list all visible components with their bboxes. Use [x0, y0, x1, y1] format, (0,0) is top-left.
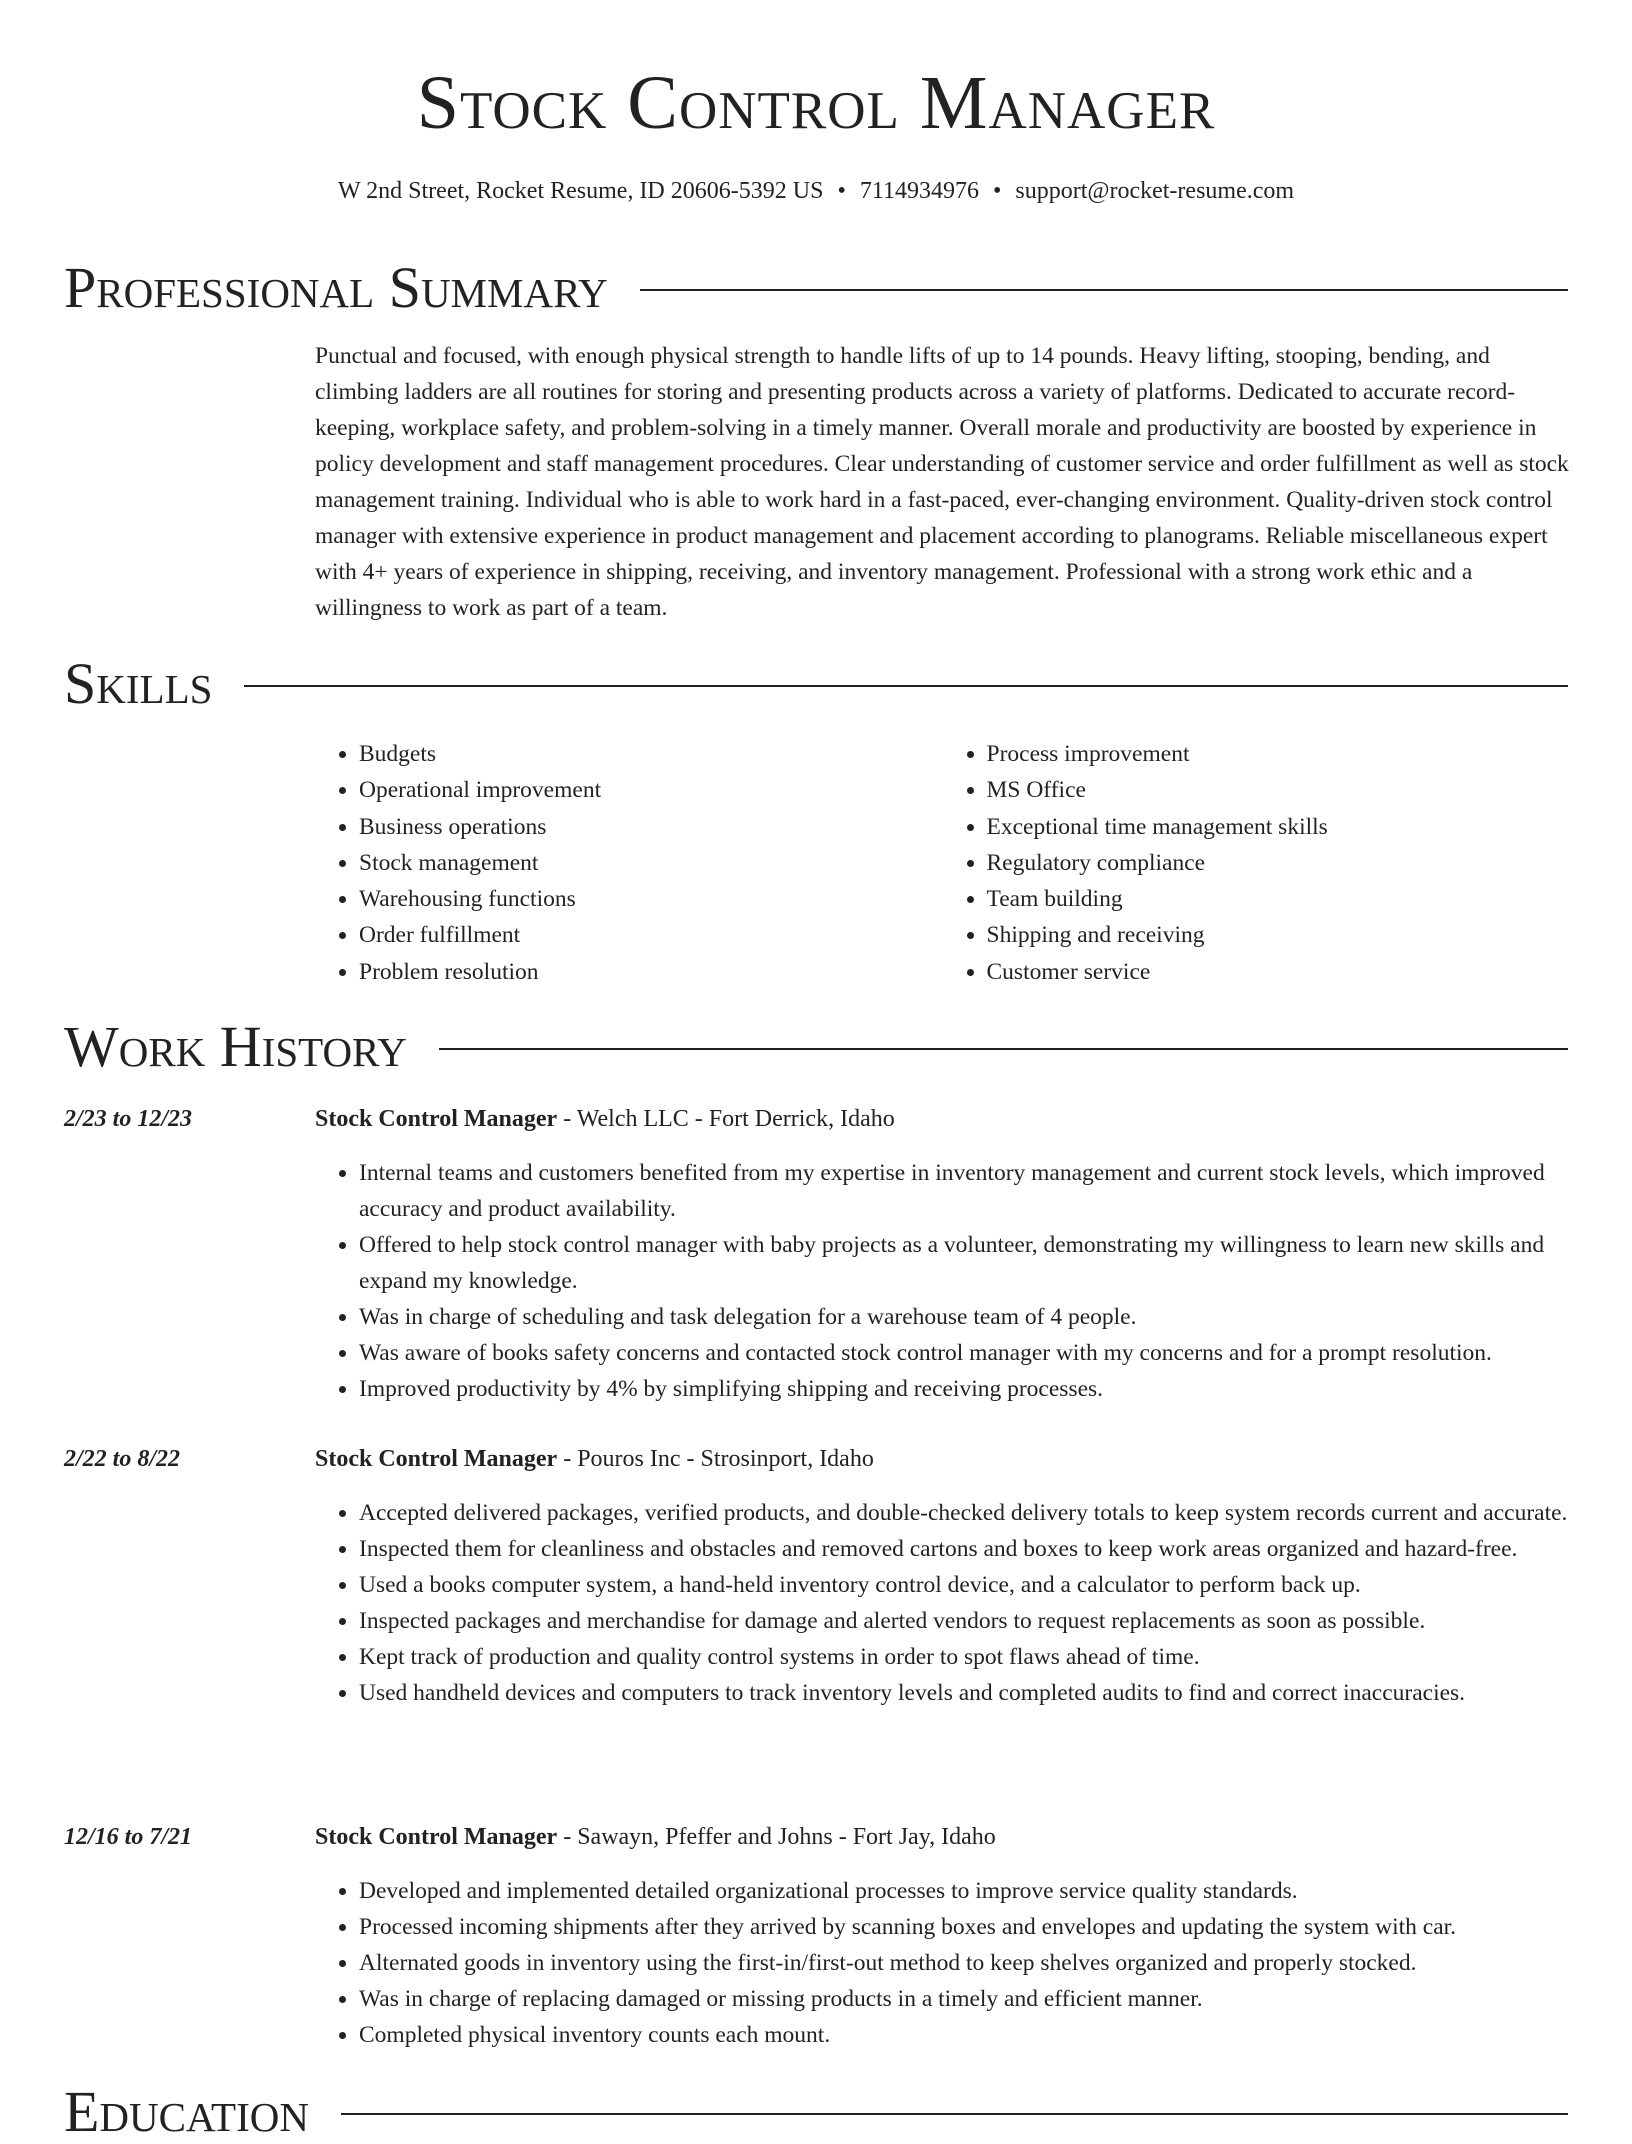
job-bullet: • Was in charge of replacing damaged or missing products in a timely and efficient manner.: [359, 1981, 1570, 2017]
skill-item: • Regulatory compliance: [987, 845, 1571, 881]
skill-item: • Operational improvement: [359, 772, 943, 808]
job-bullet: • Alternated goods in inventory using the first-in/first-out method to keep shelves organized and properly stocked.: [359, 1945, 1570, 1981]
skills-column-right: [943, 736, 1571, 990]
contact-phone: 7114934976: [859, 178, 979, 204]
job-bullet: • Internal teams and customers benefited from my expertise in inventory management and current stock levels, which improved accuracy and product availability.: [359, 1155, 1570, 1227]
skills-column-left: [315, 736, 943, 990]
skill-item: • Process improvement: [987, 736, 1571, 772]
skill-item: • Exceptional time management skills: [987, 809, 1571, 845]
job-bullet: • Was aware of books safety concerns and contacted stock control manager with my concerns and for a prompt resolution.: [359, 1335, 1570, 1371]
skill-item: • Customer service: [987, 954, 1571, 990]
job-bullets: [315, 1155, 1570, 1407]
job-bullet: • Inspected them for cleanliness and obstacles and removed cartons and boxes to keep work areas organized and hazard-free.: [359, 1531, 1570, 1567]
summary-text: Punctual and focused, with enough physical strength to handle lifts of up to 14 pounds. Heavy lifting, stooping, bending, and climbing ladders are all routines for storing and presenting products across a variety of platforms. Dedicated to accurate record-keeping, workplace safety, and problem-solving in a timely manner. Overall morale and productivity are boosted by experience in policy development and staff management procedures. Clear understanding of customer service and order fulfillment as well as stock management training. Individual who is able to work hard in a fast-paced, ever-changing environment. Quality-driven stock control manager with extensive experience in product management and placement according to planograms. Reliable miscellaneous expert with 4+ years of experience in shipping, receiving, and inventory management. Professional with a strong work ethic and a willingness to work as part of a team.: [315, 343, 1569, 621]
skill-item: • Team building: [987, 881, 1571, 917]
job-bullet: • Developed and implemented detailed organizational processes to improve service quality standards.: [359, 1873, 1570, 1909]
job-bullet: • Was in charge of scheduling and task delegation for a warehouse team of 4 people.: [359, 1299, 1570, 1335]
skill-item: • Budgets: [359, 736, 943, 772]
resume-name: Stock Control Manager: [416, 61, 1216, 145]
skill-item: • MS Office: [987, 772, 1571, 808]
skill-item: • Problem resolution: [359, 954, 943, 990]
job-bullet: • Kept track of production and quality control systems in order to spot flaws ahead of time.: [359, 1639, 1570, 1675]
section-heading: Professional Summary: [64, 255, 608, 320]
job-title: Stock Control Manager: [315, 1106, 558, 1132]
job-dates: 2/23 to 12/23: [64, 1106, 193, 1132]
section-heading: Education: [64, 2079, 309, 2144]
job-bullets: [315, 1873, 1570, 2053]
job-title-line: [315, 1101, 895, 1137]
section-divider: [640, 289, 1568, 291]
job-company: - Pouros Inc - Strosinport, Idaho: [557, 1446, 874, 1472]
section-education: [64, 2080, 1568, 2144]
job-title-line: [315, 1819, 996, 1855]
section-heading: Skills: [64, 651, 213, 716]
job-bullet: • Used a books computer system, a hand-held inventory control device, and a calculator to perform back up.: [359, 1567, 1570, 1603]
job-bullet: • Improved productivity by 4% by simplifying shipping and receiving processes.: [359, 1371, 1570, 1407]
job-company: - Welch LLC - Fort Derrick, Idaho: [557, 1106, 895, 1132]
skill-item: • Stock management: [359, 845, 943, 881]
skill-item: • Business operations: [359, 809, 943, 845]
section-work-history: [64, 1015, 1568, 1079]
job-bullet: • Offered to help stock control manager with baby projects as a volunteer, demonstrating my willingness to learn new skills and expand my knowledge.: [359, 1227, 1570, 1299]
job-dates: 2/22 to 8/22: [64, 1446, 181, 1472]
skill-item: • Order fulfillment: [359, 917, 943, 953]
job-bullet: • Inspected packages and merchandise for damage and alerted vendors to request replacements as soon as possible.: [359, 1603, 1570, 1639]
job-title: Stock Control Manager: [315, 1446, 558, 1472]
contact-email: support@rocket-resume.com: [1015, 178, 1295, 204]
contact-separator: •: [837, 178, 846, 204]
job-bullets: [315, 1495, 1570, 1711]
job-title-line: [315, 1441, 874, 1477]
contact-separator: •: [992, 178, 1002, 204]
section-heading: Work History: [64, 1014, 407, 1079]
job-title: Stock Control Manager: [315, 1824, 558, 1850]
job-bullet: • Used handheld devices and computers to track inventory levels and completed audits to find and correct inaccuracies.: [359, 1675, 1570, 1711]
skill-item: • Warehousing functions: [359, 881, 943, 917]
contact-line: [0, 175, 1632, 207]
section-skills: [64, 652, 1568, 716]
job-dates: 12/16 to 7/21: [64, 1824, 193, 1850]
section-divider: [439, 1048, 1568, 1050]
job-bullet: • Completed physical inventory counts each mount.: [359, 2017, 1570, 2053]
section-divider: [244, 685, 1568, 687]
job-bullet: • Processed incoming shipments after they arrived by scanning boxes and envelopes and updating the system with car.: [359, 1909, 1570, 1945]
job-company: - Sawayn, Pfeffer and Johns - Fort Jay, Idaho: [557, 1824, 996, 1850]
job-bullet: • Accepted delivered packages, verified products, and double-checked delivery totals to keep system records current and accurate.: [359, 1495, 1570, 1531]
section-divider: [341, 2113, 1568, 2115]
section-professional-summary: [64, 256, 1568, 320]
skill-item: • Shipping and receiving: [987, 917, 1571, 953]
skills-list: [315, 736, 1570, 990]
contact-address: W 2nd Street, Rocket Resume, ID 20606-5392 US: [337, 178, 824, 204]
